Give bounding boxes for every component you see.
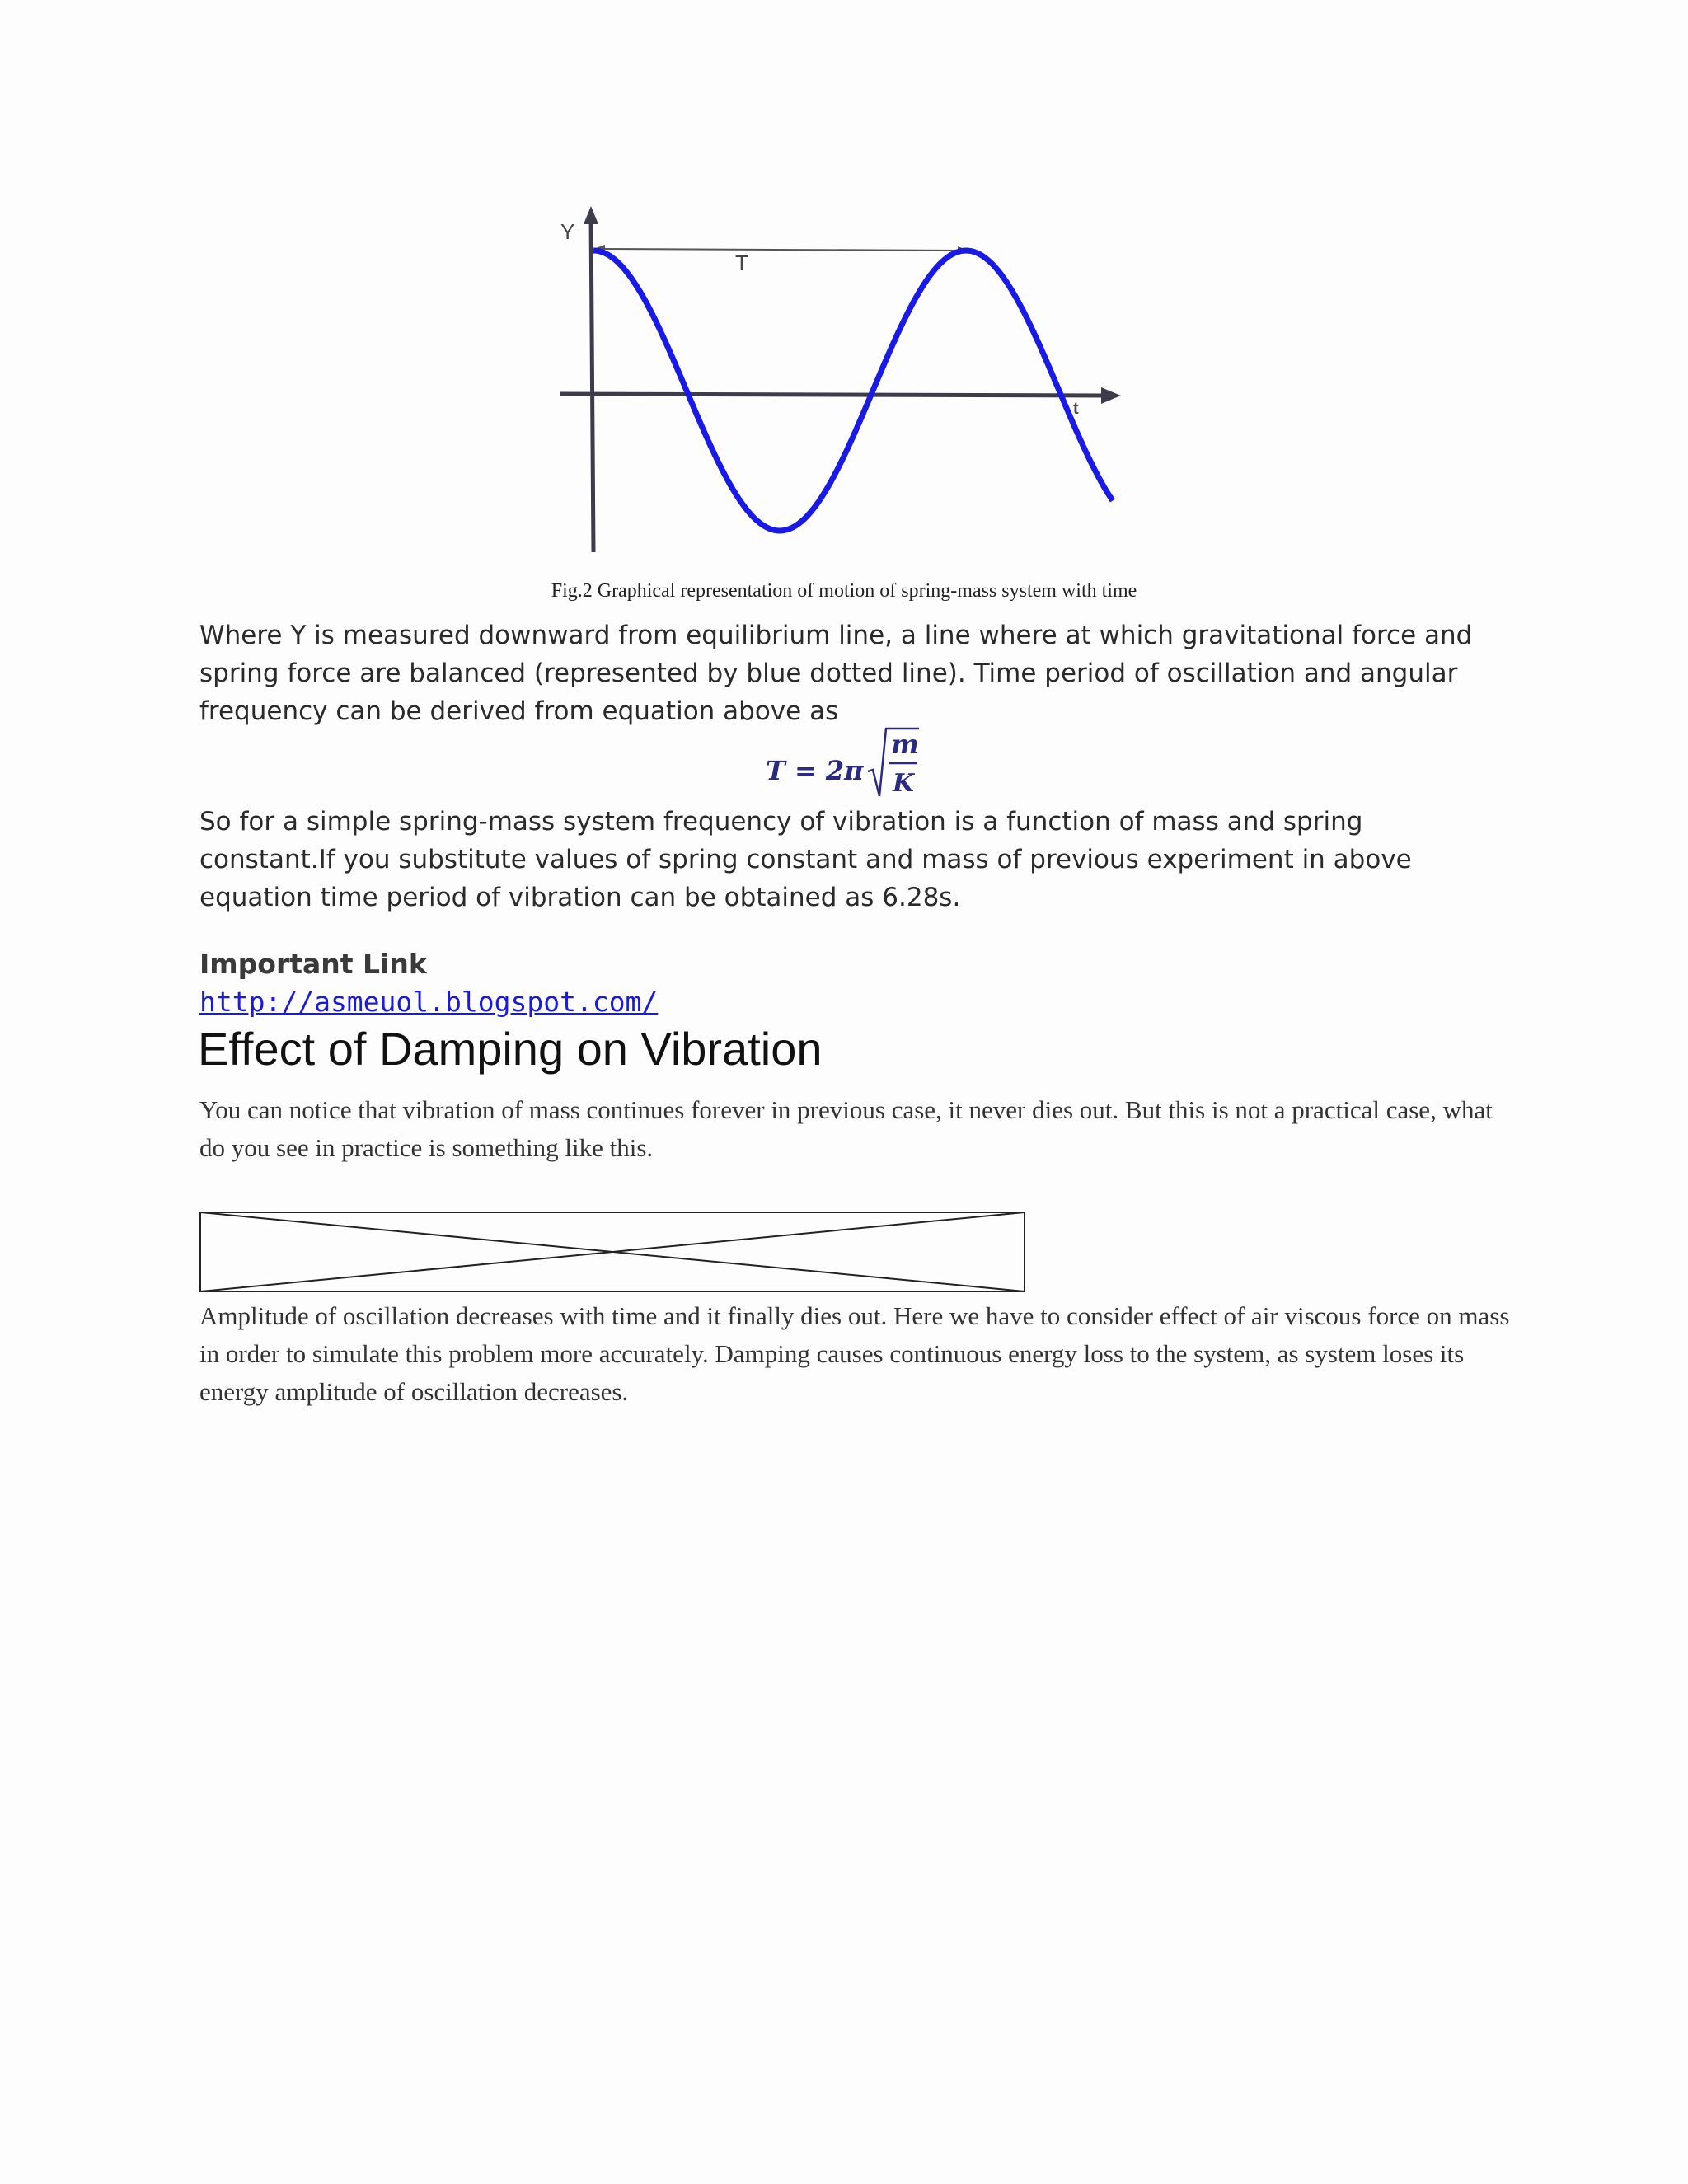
t-axis-arrow (1101, 387, 1121, 404)
motion-graph-figure (544, 206, 1121, 560)
displacement-curve (593, 251, 1113, 531)
placeholder-frame (199, 1212, 1025, 1292)
y-axis (591, 214, 593, 552)
blog-link[interactable]: http://asmeuol.blogspot.com/ (199, 986, 659, 1018)
section-title: Effect of Damping on Vibration (198, 1023, 823, 1075)
formula-numerator: m (891, 729, 919, 760)
important-link-heading: Important Link (199, 948, 427, 980)
period-line (598, 249, 963, 251)
paragraph-frequency: So for a simple spring-mass system frequency of vibration is a function of mass and spring constant.If you substitute values of spring constant and mass of previous experiment in above equation time period of vibration can be obtained as 6.28s. (199, 807, 1412, 912)
formula-lhs: T = 2π (766, 755, 864, 786)
motion-graph (544, 206, 1121, 560)
paragraph-damping-explanation: Amplitude of oscillation decreases with time and it finally dies out. Here we have to consider effect of air viscous force on mass in order to simulate this problem more accurately. Damping causes continuous energy loss to the system, as system loses its energy amplitude of oscillation decreases. (199, 1301, 1510, 1406)
missing-image-placeholder (199, 1212, 1025, 1292)
formula-graphic (762, 725, 927, 801)
y-axis-arrow (584, 206, 598, 224)
period-formula (762, 725, 927, 801)
figure-caption: Fig.2 Graphical representation of motion of spring-mass system with time (551, 580, 1137, 602)
paragraph-definition: Where Y is measured downward from equilibrium line, a line where at which gravitational force and spring force are balanced (represented by blue dotted line). Time period of oscillation and angular frequency can be derived from equation above as (199, 621, 1473, 726)
formula-denominator: K (893, 769, 915, 798)
t-axis (560, 394, 1104, 396)
y-axis-label: Y (560, 219, 575, 244)
period-label: T (735, 251, 748, 275)
t-axis-label: t (1073, 400, 1079, 418)
paragraph-damping-intro: You can notice that vibration of mass continues forever in previous case, it never dies out. But this is not a practical case, what do you see in practice is something like this. (199, 1095, 1493, 1162)
